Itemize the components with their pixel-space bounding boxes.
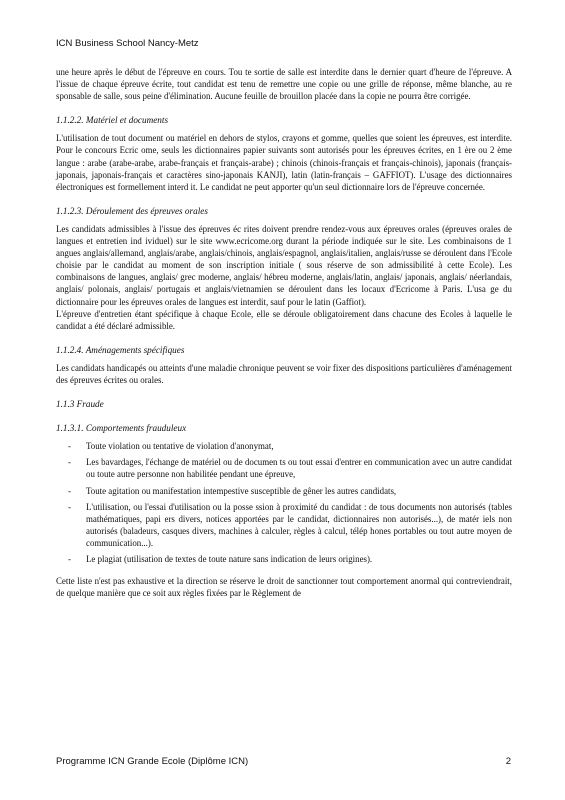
list-item: - L'utilisation, ou l'essai d'utilisation ou la posse ssion à proximité du candidat : de tous documents non autorisés (tables mathématiques, papi ers divers, notices apportées par le candidat, dictionnaires non autorisés...), de matér iels non autorisés (baladeurs, casques divers, machines à calculer, règles à calcul, télép hones portables ou tout autre moyen de communication...). — [68, 501, 512, 548]
section-heading-amenagements: 1.1.2.4. Aménagements spécifiques — [56, 344, 185, 355]
page-footer — [56, 756, 511, 767]
page-number: 2 — [505, 756, 511, 767]
section-text-oraux: Les candidats admissibles à l'issue des épreuves éc rites doivent prendre rendez-vous aux épreuves orales (épreuves orales de langues et entretien ind ividuel) sur le site www.ecricome.org durant la période indiquée sur le site. Les combinaisons de 1 angues anglais/allemand, anglais/arabe, anglais/chinois, anglais/espagnol, anglais/italien, anglais/russe se déroulent dans l'Ecole choisie par le candidat au moment de son inscription initiale ( sous réserve de son admissibilité à cette Ecole). Les combinaisons de langues, anglais/ grec moderne, anglais/ hébreu moderne, anglais/latin, anglais/ japonais, anglais/ néerlandais, anglais/ polonais, anglais/ portugais et anglais/vietnamien se déroulent dans les locaux d'Ecricome à Paris. L'usa ge du dictionnaire pour les épreuves orales de langues est interdit, sauf pour le latin (Gaffiot). — [56, 223, 512, 307]
intro-paragraph: une heure après le début de l'épreuve en cours. Tou te sortie de salle est interdite dans le dernier quart d'heure de l'épreuve. A l'issue de chaque épreuve écrite, tout candidat est tenu de remettre une copie ou une grille de réponse, même blanche, au re sponsable de salle, sous peine d'élimination. Aucune feuille de brouillon placée dans la copie ne pourra être corrigée. — [56, 67, 512, 102]
list-item: - Toute violation ou tentative de violation d'anonymat, — [68, 441, 274, 452]
section-text-materiel: L'utilisation de tout document ou matériel en dehors de stylos, crayons et gomme, quelles que soient les épreuves, est interdite. Pour le concours Ecric ome, seuls les dictionnaires papier suivants sont autorisés pour les épreuves écrites, en 1 ère ou 2 ème langue : arabe (arabe-arabe, arabe-français et français-arabe) ; chinois (chinois-français et français-chinois), japonais (français-japonais, japonais-français et caractères sino-japonais KANJI), latin (latin-français – GAFFIOT). L'usage des dictionnaires électroniques est formellement interd it. Le candidat ne peut apporter qu'un seul dictionnaire lors de l'épreuve concernée. — [56, 133, 512, 192]
footer-title: Programme ICN Grande Ecole (Diplôme ICN) — [56, 756, 249, 767]
page-body — [56, 66, 512, 599]
section-heading-oraux: 1.1.2.3. Déroulement des épreuves orales — [56, 205, 208, 216]
section-heading-fraude: 1.1.3 Fraude — [56, 399, 104, 410]
subsection-heading-comportements: 1.1.3.1. Comportements frauduleux — [56, 423, 187, 434]
closing-paragraph: Cette liste n'est pas exhaustive et la direction se réserve le droit de sanctionner tout comportement anormal qui contreviendrait, de quelque manière que ce soit aux règles fixées par le Règlement de — [56, 576, 512, 599]
bullet-dash: - — [68, 501, 71, 512]
fraud-bullet-list — [56, 440, 512, 565]
page-header: ICN Business School Nancy-Metz — [56, 38, 199, 49]
list-item: - Toute agitation ou manifestation intempestive susceptible de gêner les autres candidats, — [68, 485, 397, 496]
bullet-dash: - — [68, 441, 71, 452]
bullet-dash: - — [68, 554, 71, 564]
section-text-amenagements: Les candidats handicapés ou atteints d'une maladie chronique peuvent se voir fixer des dispositions particulières d'aménagement des épreuves écrites ou orales. — [56, 362, 512, 385]
list-item: - Les bavardages, l'échange de matériel ou de documen ts ou tout essai d'entrer en communication avec un autre candidat ou toute autre personne non habilitée pendant une épreuve, — [68, 457, 512, 480]
section-text-oraux-2: L'épreuve d'entretien étant spécifique à chaque Ecole, elle se déroule obligatoirement dans chacune des Ecoles à laquelle le candidat a été déclaré admissible. — [56, 308, 512, 331]
list-item: - Le plagiat (utilisation de textes de toute nature sans indication de leurs origines). — [68, 554, 373, 564]
section-heading-materiel: 1.1.2.2. Matériel et documents — [56, 115, 169, 126]
bullet-dash: - — [68, 457, 71, 468]
bullet-dash: - — [68, 485, 71, 496]
